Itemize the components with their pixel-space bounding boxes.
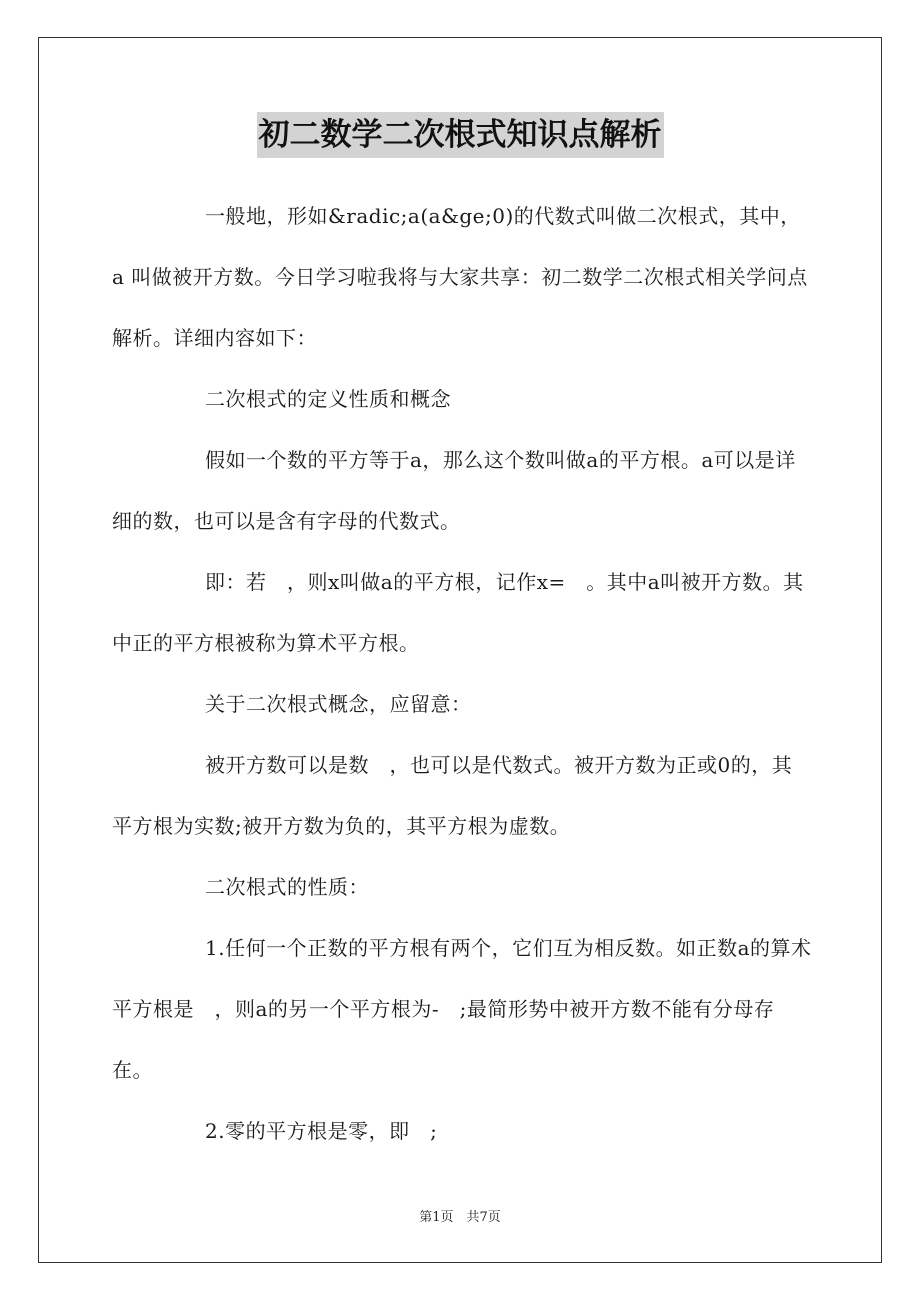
property-item-1: 1.任何一个正数的平方根有两个，它们互为相反数。如正数a的算术平方根是 ，则a的另一个平方根为- ;最简形势中被开方数不能有分母存在。 <box>112 936 812 1082</box>
document-body <box>112 186 812 1162</box>
property-item-2: 2.零的平方根是零，即 ; <box>205 1119 438 1143</box>
page-footer: 第1页 共7页 <box>419 1210 501 1225</box>
paragraph-intro: 一般地，形如&radic;a(a&ge;0)的代数式叫做二次根式，其中，a 叫做被开方数。今日学习啦我将与大家共享：初二数学二次根式相关学问点解析。详细内容如下： <box>112 204 808 350</box>
paragraph-radicand: 被开方数可以是数 ，也可以是代数式。被开方数为正或0的，其平方根为实数;被开方数为负的，其平方根为虚数。 <box>112 753 793 838</box>
document-title: 初二数学二次根式知识点解析 <box>257 112 664 158</box>
section-heading-concept-notes: 关于二次根式概念，应留意： <box>205 692 472 716</box>
paragraph-notation: 即：若 ，则x叫做a的平方根，记作x= 。其中a叫被开方数。其中正的平方根被称为算术平方根。 <box>112 570 804 655</box>
section-heading-definition: 二次根式的定义性质和概念 <box>205 387 451 411</box>
section-heading-properties: 二次根式的性质： <box>205 875 369 899</box>
paragraph-square-root-definition: 假如一个数的平方等于a，那么这个数叫做a的平方根。a可以是详细的数，也可以是含有字母的代数式。 <box>112 448 796 533</box>
title-container <box>0 112 920 158</box>
